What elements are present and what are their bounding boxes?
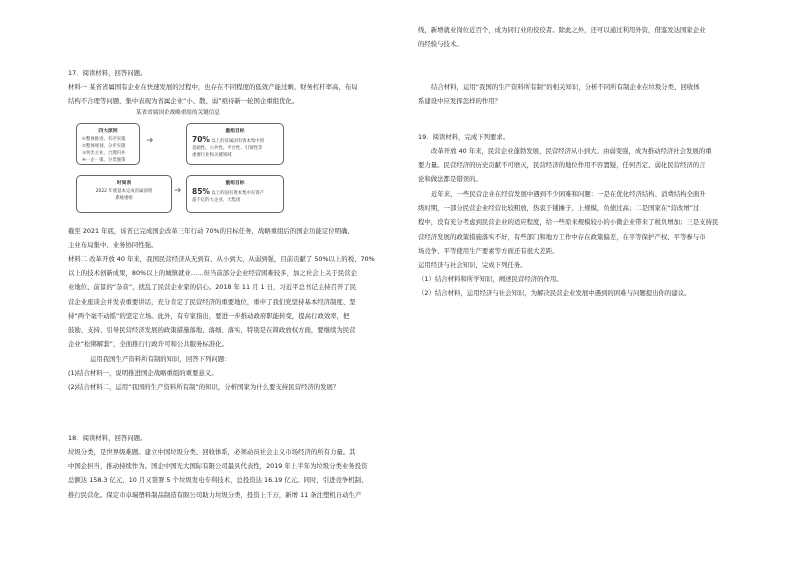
principle-item: ④一企一策、分类施策: [82, 158, 126, 163]
text-line: 主业布局集中、业务协同性强。: [68, 241, 158, 250]
principles-box: [76, 123, 140, 165]
text-line: 总额达 158.3 亿元，10 月又签署 5 个垃圾发电专利技术，总投资达 16.19 亿元。同时，引进竞争机制、: [68, 476, 368, 485]
q19-task-1: （1）结合材料和所学知识，阐述民营经济的作用。: [418, 275, 563, 283]
text-line: 系建设中应发挥怎样的作用？: [418, 97, 502, 106]
text-line: 的经验与技术。: [418, 40, 463, 49]
principle-item: ③突出主业、合理归并: [82, 151, 126, 156]
goal-1-line: 重要行业和关键领域: [192, 153, 232, 158]
text-line: 鼓励、支持、引导民营经济发展的政策措施落地、落细、落实，特别是在简政放权方面，要继续为民营: [68, 326, 356, 335]
text-line: 以上的技术创新成果，80%以上的城镇就业……但当前部分企业经营困难较多，加之社会上关于民营企: [68, 269, 357, 278]
timeline-box: [76, 175, 172, 213]
q19-heading: 19．阅读材料，完成下列要求。: [418, 133, 510, 141]
text-line: 材料二 改革开放 40 年来，我国民营经济从无到有、从小到大、从弱到强，目前贡献了 50%以上的税、70%: [68, 255, 375, 263]
timeline-line: 2022 年底基本完成省属国资: [95, 189, 153, 194]
q19-task-2: （2）结合材料，运用经济与社会知识，为解决民营企业发展中遇到的困难与问题提出你的建议。: [418, 289, 691, 297]
goal-2-line: 以上的国有资本集中在资产: [211, 191, 265, 196]
text-line: 结合材料，运用“我国的生产资料所有制”的相关知识，分析不同所有制企业在垃圾分类、回收体: [431, 83, 700, 91]
text-line: 截至 2021 年底，该省已完成国企改革三年行动 70%的目标任务，战略重组后的国企功能定位明确、: [68, 227, 354, 235]
q17-material-2: [68, 252, 394, 351]
goal-1-percent: 70%: [192, 135, 210, 144]
text-line: 论和做法都是错误的。: [418, 175, 482, 184]
goal-box-2: [186, 175, 284, 213]
text-line: 线，新增就业岗位近百个，成为同行业的佼佼者。除此之外，还可以通过利用外资，借鉴发达国家企业: [418, 26, 706, 34]
text-line: 改革开放 40 年来，民营企业蓬勃发展，民营经济从小到大、由弱变强，成为推动经济社会发展的重: [431, 147, 712, 155]
text-line: 业地位、前景的“杂音”，扰乱了民营企业家的信心。2018 年 11 月 1 日，习近平总书记主持召开了民: [68, 283, 357, 292]
text-line: 营经济发展的政策措施落实不好，有些部门和地方工作中存在政策偏差，在平等保护产权、平等参与市: [418, 232, 706, 241]
text-line: 材料一 某省省属国有企业在快速发展的过程中，也存在不同程度的低效产能过剩、财务杠杆率高、布局: [68, 83, 358, 91]
principle-item: ②整体规划、分步实施: [82, 144, 126, 149]
goal-2-heading: 重组目标: [225, 181, 245, 186]
q18-continued: [418, 23, 746, 51]
goal-1-heading: 重组目标: [225, 129, 245, 134]
arrow-right-icon: ➜: [146, 136, 154, 146]
text-line: 结构不合理等问题，集中表现为省属企业“小、散、弱”亟待新一轮国企重组优化。: [68, 97, 299, 106]
principles-heading: 四大原则: [98, 129, 118, 134]
timeline-heading: 时间表: [116, 181, 132, 186]
q18-heading: 18．阅读材料，回答问题。: [68, 434, 147, 442]
timeline-line: 系统重组: [115, 196, 133, 201]
text-line: 中国企担当，推动持续作为。国企中国光大国际有限公司最具代表性，2019 年上半年为垃圾分类业务投资: [68, 462, 368, 471]
principle-item: ①整体推进、有序实施: [82, 137, 126, 142]
text-line: 企业“松绑解套”，全面推行行政许可和公共服务标准化。: [68, 340, 228, 349]
q19-paragraph-1: [418, 144, 746, 187]
q17-question-2: (2)结合材料二，运用“我国的生产资料所有制”的知识，分析国家为什么要支持民营经济的发展？: [68, 383, 340, 391]
goal-box-1: [186, 123, 284, 165]
text-line: 要力量。民营经济的历史贡献不可磨灭，民营经济的地位作用不容置疑，任何否定、弱化民营经济的言: [418, 161, 706, 170]
text-line: 营企业座谈会并发表重要讲话，充分肯定了民营经济的重要地位，重申了我们党坚持基本经济制度、坚: [68, 297, 356, 306]
q17-heading: 17．阅读材料，回答问题。: [68, 69, 147, 77]
text-line: 级时期，一部分民营企业经营比较粗放，热衷于铺摊子、上规模，负债过高；二是国家在“营改增”过: [418, 204, 700, 213]
q19-instruction: 运用经济与社会知识，完成下列任务。: [418, 261, 527, 269]
q17-material-1: [68, 80, 394, 108]
goal-1-line: 以上的省属国有资本集中到: [211, 139, 265, 144]
goal-2-percent: 85%: [192, 187, 210, 196]
q17-material-1-after: [68, 224, 394, 252]
goal-1-line: 基础性、公共性、平台性、引领性等: [192, 146, 263, 151]
arrow-right-icon: ➜: [174, 186, 182, 196]
text-line: 近年来，一些民营企业在经营发展中遇到不少困难和问题：一是在优化经济结构、消费结构全面升: [431, 190, 706, 198]
text-line: 推行民营化。保定市卓瑞塑料制品制造有限公司助力垃圾分类，投资上千万，新增 11 条注塑机自动生产: [68, 490, 362, 499]
goal-2-line: 超千亿的大企业、大集团: [192, 198, 241, 203]
reorganization-diagram: [68, 109, 288, 224]
text-line: 程中，没有充分考虑到民营企业的适应程度，给一些原来规模较小的小微企业带来了税负增加；三是支持民: [418, 218, 719, 227]
text-line: 垃圾分类，是世界级难题。建立中国垃圾分类、回收体系，必须动员社会主义市场经济的所有力量。其: [68, 448, 356, 456]
q18-question: [418, 80, 746, 108]
text-line: 持“两个毫不动摇”的坚定立场。此外，有专家指出，要进一步推动政府职能转变，提高行政效率，把: [68, 311, 350, 320]
q18-body: [68, 445, 394, 502]
q19-paragraph-2: [418, 187, 746, 258]
text-line: 场竞争、平等使用生产要素等方面还有很大差距。: [418, 246, 559, 255]
q17-instruction: 运用我国生产资料所有制的知识，回答下列问题：: [90, 355, 231, 363]
diagram-title: 某省省属国企战略重组的关键信息: [136, 110, 220, 116]
q17-question-1: (1)结合材料一，说明推进国企战略重组的重要意义。: [68, 369, 218, 377]
